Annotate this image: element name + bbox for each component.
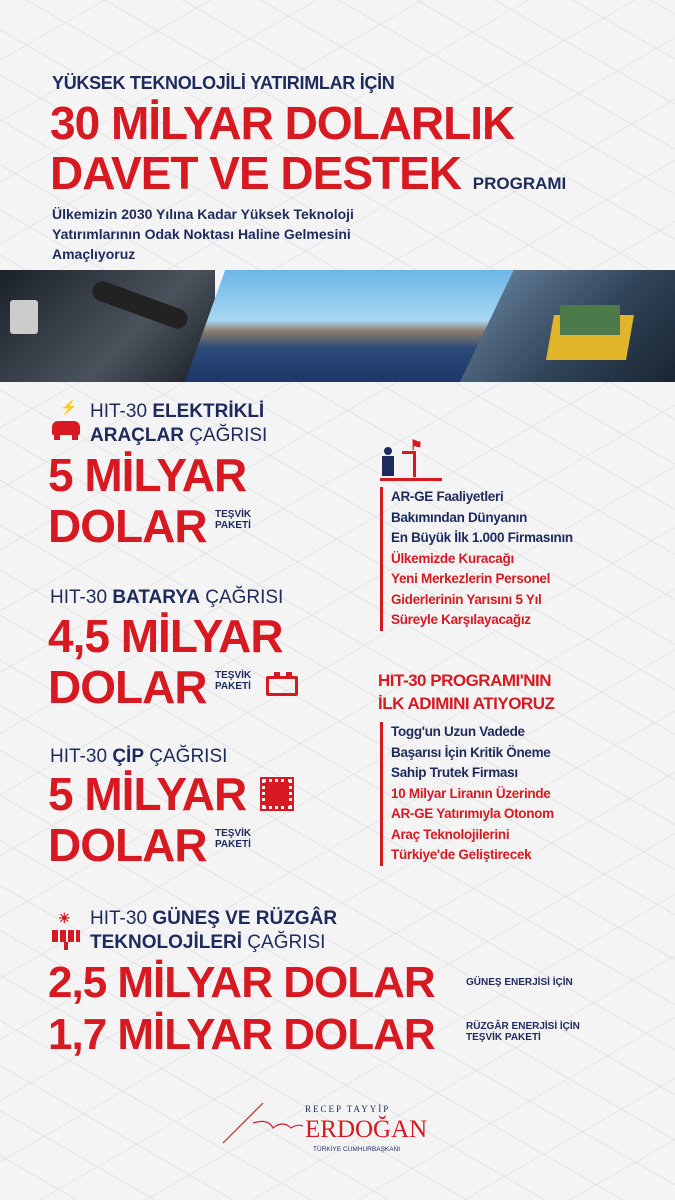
signature-first-name: RECEP TAYYİP bbox=[305, 1104, 391, 1114]
battery-amount-unit: DOLAR bbox=[48, 661, 207, 713]
section-bold: GÜNEŞ VE RÜZGÂR bbox=[152, 908, 338, 929]
note-line: TEŞVİK bbox=[215, 670, 252, 681]
signature-mark bbox=[218, 1098, 308, 1148]
note-line: PAKETİ bbox=[215, 839, 251, 850]
chip-amount: 5 MİLYAR bbox=[48, 768, 247, 820]
header-title-suffix: PROGRAMI bbox=[472, 174, 567, 193]
section-rest: ÇAĞRISI bbox=[144, 746, 228, 767]
note-line: PAKETİ bbox=[215, 681, 251, 692]
section-bold: ELEKTRİKLİ bbox=[152, 401, 265, 422]
wind-note bbox=[466, 1021, 580, 1043]
section-prefix: HIT-30 bbox=[50, 746, 113, 767]
signature-title: TÜRKİYE CUMHURBAŞKANI bbox=[313, 1146, 401, 1153]
section-rest: ÇAĞRISI bbox=[183, 425, 268, 446]
rnd-line: En Büyük İlk 1.000 Firmasının bbox=[391, 530, 573, 545]
solar-amount: 2,5 MİLYAR DOLAR bbox=[48, 958, 435, 1007]
section-bold: BATARYA bbox=[112, 587, 200, 608]
heading-line: HIT-30 PROGRAMI'NIN bbox=[378, 671, 552, 690]
note-line: PAKETİ bbox=[215, 520, 251, 531]
chip-icon bbox=[262, 779, 292, 809]
header-title-2-text: DAVET VE DESTEK bbox=[50, 147, 461, 199]
rnd-line: Giderlerinin Yarısını 5 Yıl bbox=[391, 591, 542, 607]
trutek-line: Başarısı İçin Kritik Öneme bbox=[391, 744, 551, 760]
solar-panel-icon: ☀ bbox=[50, 912, 82, 952]
subtitle-line: Amaçlıyoruz bbox=[52, 246, 136, 262]
section-battery-title bbox=[50, 587, 283, 609]
subtitle-line: Ülkemizin 2030 Yılına Kadar Yüksek Teknoloji bbox=[52, 206, 354, 222]
note-line: TEŞVİK bbox=[215, 509, 252, 520]
section-solar-title bbox=[90, 907, 337, 955]
car-charging-icon: ⚡ bbox=[50, 403, 82, 443]
rnd-block bbox=[380, 487, 573, 631]
section-rest: ÇAĞRISI bbox=[199, 587, 284, 608]
rnd-line: Ülkemizde Kuracağı bbox=[391, 550, 514, 566]
signature-last-name: ERDOĞAN bbox=[305, 1116, 428, 1143]
section-rest: ÇAĞRISI bbox=[242, 932, 326, 953]
ev-amount-unit: DOLAR bbox=[48, 500, 207, 552]
rnd-line: AR-GE Faaliyetleri bbox=[391, 489, 504, 504]
section-prefix: HIT-30 bbox=[50, 587, 113, 608]
header-subtitle bbox=[52, 204, 354, 264]
section-ev-title bbox=[90, 400, 267, 448]
section-bold: ARAÇLAR bbox=[90, 425, 184, 446]
solar-note: GÜNEŞ ENERJİSİ İÇİN bbox=[466, 977, 573, 988]
battery-note bbox=[215, 670, 251, 692]
heading-line: İLK ADIMINI ATIYORUZ bbox=[378, 694, 555, 713]
header-kicker: YÜKSEK TEKNOLOJİLİ YATIRIMLAR İÇİN bbox=[52, 73, 395, 93]
battery-icon bbox=[266, 676, 298, 696]
signature-block bbox=[305, 1104, 427, 1154]
section-bold: TEKNOLOJİLERİ bbox=[90, 932, 243, 953]
rnd-line: Süreyle Karşılayacağız bbox=[391, 612, 531, 627]
trutek-line: Araç Teknolojilerini bbox=[391, 826, 510, 842]
rnd-line: Bakımından Dünyanın bbox=[391, 509, 528, 525]
ev-note bbox=[215, 509, 251, 531]
chip-amount-unit: DOLAR bbox=[48, 819, 207, 871]
subtitle-line: Yatırımlarının Odak Noktası Haline Gelmesini bbox=[52, 226, 351, 242]
rnd-line: Yeni Merkezlerin Personel bbox=[391, 571, 551, 586]
trutek-line: Türkiye'de Geliştirecek bbox=[391, 847, 532, 862]
note-line: TEŞVİK PAKETİ bbox=[466, 1032, 541, 1043]
trutek-line: 10 Milyar Liranın Üzerinde bbox=[391, 785, 551, 801]
career-stairs-icon: ⚑ bbox=[380, 443, 442, 481]
note-line: TEŞVİK bbox=[215, 828, 252, 839]
wind-amount: 1,7 MİLYAR DOLAR bbox=[48, 1010, 435, 1059]
ev-amount: 5 MİLYAR bbox=[48, 449, 247, 501]
ev-charger-photo bbox=[0, 270, 215, 382]
header-title: 30 MİLYAR DOLARLIK bbox=[50, 97, 515, 149]
chip-note bbox=[215, 828, 251, 850]
section-prefix: HIT-30 bbox=[90, 908, 153, 929]
section-prefix: HIT-30 bbox=[90, 401, 153, 422]
battery-amount: 4,5 MİLYAR bbox=[48, 610, 283, 662]
trutek-line: Sahip Trutek Firması bbox=[391, 765, 518, 780]
trutek-line: AR-GE Yatırımıyla Otonom bbox=[391, 806, 554, 821]
first-step-heading bbox=[378, 669, 554, 715]
note-line: RÜZGÂR ENERJİSİ İÇİN bbox=[466, 1021, 580, 1032]
trutek-line: Togg'un Uzun Vadede bbox=[391, 724, 525, 739]
section-chip-title bbox=[50, 746, 227, 768]
trutek-block bbox=[380, 722, 554, 866]
header-title-2 bbox=[50, 147, 567, 199]
section-bold: ÇİP bbox=[112, 746, 144, 767]
